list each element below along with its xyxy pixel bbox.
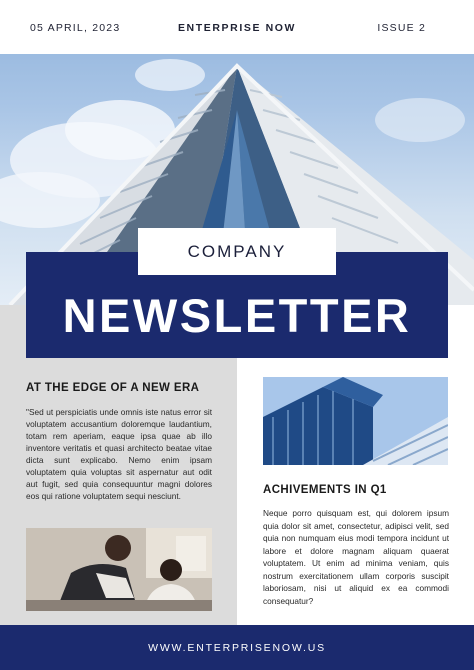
office-people-photo xyxy=(26,528,212,611)
brand-name: ENTERPRISE NOW xyxy=(177,22,297,34)
issue-date: 05 APRIL, 2023 xyxy=(30,22,121,34)
footer-bar xyxy=(0,625,474,670)
website-link[interactable]: WWW.ENTERPRISENOW.US xyxy=(148,642,326,654)
top-bar xyxy=(0,0,474,54)
company-label: COMPANY xyxy=(187,242,287,261)
issue-number: ISSUE 2 xyxy=(377,22,426,34)
right-article-body: Neque porro quisquam est, qui dolorem ipsum quia dolor sit amet, consectetur, adipisci velit, sed quia non numquam eius modi tempora incidunt ut labore et dolore magnam aliquam quaerat voluptatem. Ut enim ad minima veniam, quis nostrum exercitationem ullam corporis suscipit laboriosam, nisi ut aliquid ex ea commodi consequatur? xyxy=(263,508,449,606)
left-article-heading: AT THE EDGE OF A NEW ERA xyxy=(26,382,200,394)
company-label-box xyxy=(138,228,336,275)
glass-building-photo xyxy=(263,377,448,465)
newsletter-title: NEWSLETTER xyxy=(62,289,412,342)
left-article-body: "Sed ut perspiciatis unde omnis iste natus error sit voluptatem accusantium doloremque laudantium, totam rem aperiam, eaque ipsa quae ab illo inventore veritatis et quasi architecto beatae vitae dicta sunt explicabo. Nemo enim ipsam voluptatem quia voluptas sit aspernatur aut odit aut fugit, sed quia consequuntur magni dolores eos qui ratione voluptatem sequi nesciunt. xyxy=(26,407,212,501)
right-article-heading: ACHIVEMENTS IN Q1 xyxy=(263,484,387,496)
